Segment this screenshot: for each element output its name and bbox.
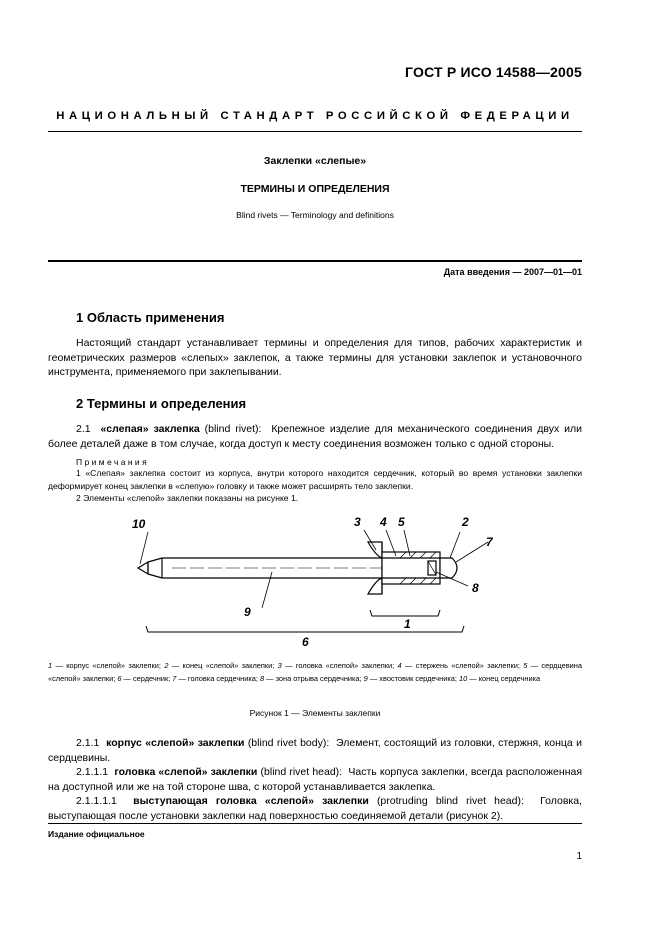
legend-text: — головка «слепой» заклепки; <box>281 661 398 670</box>
figure-caption: Рисунок 1 — Элементы заклепки <box>249 708 381 718</box>
section1-heading: 1 Область применения <box>76 310 225 325</box>
fig-label-4: 4 <box>380 515 387 529</box>
legend-number: 10 <box>458 673 468 683</box>
notes-heading: Примечания <box>76 457 150 467</box>
note-1: 1 «Слепая» заклепка состоит из корпуса, внутри которого находится сердечник, который во время установки заклепки деформирует конец заклепки в «слепую» головку и также может расширять тело заклепки. <box>48 468 582 491</box>
fig-label-1: 1 <box>404 617 411 631</box>
legend-text: — сердцевина «слепой» заклепки; <box>48 661 582 683</box>
doc-title-line2: ТЕРМИНЫ И ОПРЕДЕЛЕНИЯ <box>240 183 390 195</box>
national-banner: НАЦИОНАЛЬНЫЙ СТАНДАРТ РОССИЙСКОЙ ФЕДЕРАЦИИ <box>56 110 574 122</box>
figure-legend <box>48 660 582 685</box>
legend-number: 6 <box>117 673 122 683</box>
fig-label-9: 9 <box>244 605 251 619</box>
legend-text: — конец сердечника <box>467 673 541 683</box>
fig-label-8: 8 <box>472 581 479 595</box>
legend-number: 5 <box>523 661 528 670</box>
fig-label-2: 2 <box>462 515 469 529</box>
definition-2-1-1-1-1: 2.1.1.1.1 выступающая головка «слепой» заклепки (protruding blind rivet head): Головка, выступающая после установки заклепки над поверхностью соединяемой детали (рисунок 2). <box>48 795 582 822</box>
term-name: «слепая» заклепка <box>100 423 200 435</box>
doc-title-line1: Заклепки «слепые» <box>263 155 367 167</box>
header-divider <box>48 131 582 132</box>
rivet-diagram <box>100 512 500 652</box>
legend-text: — хвостовик сердечника; <box>367 673 459 683</box>
legend-number: 9 <box>363 673 368 683</box>
definition-2-1-1-1: 2.1.1.1 головка «слепой» заклепки (blind rivet head): Часть корпуса заклепки, всегда расположенная на доступной или же на той стороне шва, с которой устанавливается заклепка. <box>48 766 583 793</box>
note-2: 2 Элементы «слепой» заклепки показаны на рисунке 1. <box>76 493 299 503</box>
fig-label-5: 5 <box>398 515 405 529</box>
legend-text: — сердечник; <box>121 673 173 683</box>
fig-label-7: 7 <box>486 535 493 549</box>
legend-number: 1 <box>48 661 53 670</box>
legend-text: — конец «слепой» заклепки; <box>168 661 278 670</box>
legend-number: 3 <box>277 661 282 670</box>
standard-id: ГОСТ Р ИСО 14588—2005 <box>405 64 582 80</box>
fig-label-3: 3 <box>354 515 361 529</box>
term-number: 2.1 <box>76 423 91 435</box>
legend-text: — головка сердечника; <box>176 673 260 683</box>
effective-date: Дата введения — 2007—01—01 <box>443 267 582 277</box>
definition-2-1-1: 2.1.1 корпус «слепой» заклепки (blind rivet body): Элемент, состоящий из головки, стержня, конца и сердцевины. <box>48 737 582 764</box>
legend-number: 8 <box>260 673 265 683</box>
edition-label: Издание официальное <box>48 829 145 839</box>
section2-heading: 2 Термины и определения <box>76 396 247 411</box>
term-definition: Крепежное изделие для механического соединения двух или более деталей даже в том случае, когда доступ к месту соединения возможен только с одной стороны. <box>48 423 582 450</box>
legend-text: — корпус «слепой» заклепки; <box>52 661 165 670</box>
legend-text: — стержень «слепой» заклепки; <box>401 661 524 670</box>
footer-divider <box>48 823 582 824</box>
title-divider <box>48 260 582 262</box>
term-2-1 <box>48 422 582 451</box>
section1-text: Настоящий стандарт устанавливает термины и определения для типов, рабочих характеристик и геометрических размеров «слепых» заклепок, а также термины для установки заклепок и установочного инструмента, применяемого при заклепывании. <box>48 337 582 378</box>
term-english: (blind rivet): <box>204 423 262 435</box>
legend-number: 2 <box>164 661 169 670</box>
doc-title-english: Blind rivets — Terminology and definitions <box>236 210 394 220</box>
fig-label-6: 6 <box>302 635 309 649</box>
legend-number: 7 <box>172 673 177 683</box>
page-number: 1 <box>576 851 582 862</box>
fig-label-10: 10 <box>132 517 146 531</box>
legend-text: — зона отрыва сердечника; <box>264 673 364 683</box>
legend-number: 4 <box>397 661 402 670</box>
